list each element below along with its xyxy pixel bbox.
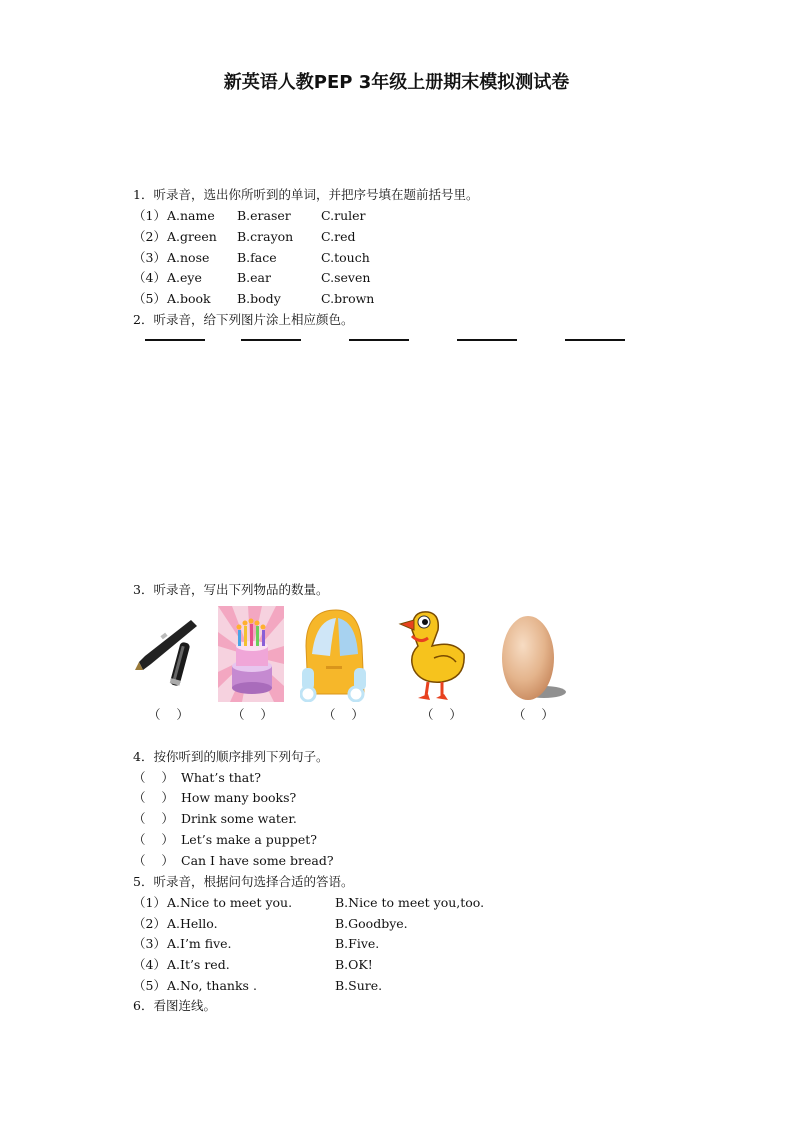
- count-answer-paren[interactable]: （ ）: [148, 707, 189, 722]
- q5-num: （1）: [133, 895, 166, 910]
- order-answer-paren[interactable]: （ ）: [133, 832, 174, 847]
- q4-sentence: Let’s make a puppet?: [181, 832, 317, 847]
- duck-icon: [398, 606, 468, 702]
- q5-option-a: A.No, thanks .: [167, 978, 257, 993]
- q1-option-b: B.eraser: [237, 208, 291, 223]
- q5-option-b: B.Goodbye.: [335, 916, 408, 931]
- q5-num: （2）: [133, 916, 166, 931]
- q5-option-a: A.I’m five.: [167, 936, 232, 951]
- q5-option-b: B.Nice to meet you,too.: [335, 895, 485, 910]
- q1-option-c: C.seven: [321, 270, 371, 285]
- q1-option-a: A.book: [167, 291, 211, 306]
- q5-option-b: B.Sure.: [335, 978, 383, 993]
- q4-sentence: How many books?: [181, 790, 297, 805]
- count-answer-paren[interactable]: （ ）: [323, 707, 364, 722]
- q5-num: （3）: [133, 936, 166, 951]
- q1-option-a: A.nose: [167, 250, 210, 265]
- pen-icon: [133, 606, 201, 702]
- q5-option-b: B.OK!: [335, 957, 373, 972]
- q1-num: （5）: [133, 291, 166, 306]
- order-answer-paren[interactable]: （ ）: [133, 811, 174, 826]
- q2-heading: 2．听录音，给下列图片涂上相应颜色。: [133, 312, 354, 327]
- q1-option-c: C.touch: [321, 250, 370, 265]
- q4-sentence: Can I have some bread?: [181, 853, 334, 868]
- q1-option-a: A.green: [167, 229, 217, 244]
- color-answer-blank[interactable]: [241, 339, 301, 341]
- q5-num: （5）: [133, 978, 166, 993]
- color-answer-blank[interactable]: [145, 339, 205, 341]
- q1-option-c: C.ruler: [321, 208, 366, 223]
- order-answer-paren[interactable]: （ ）: [133, 853, 174, 868]
- color-answer-blank[interactable]: [457, 339, 517, 341]
- q1-option-b: B.body: [237, 291, 281, 306]
- q1-option-a: A.eye: [167, 270, 202, 285]
- q4-heading: 4．按你听到的顺序排列下列句子。: [133, 749, 329, 764]
- q1-option-b: B.ear: [237, 270, 271, 285]
- color-answer-blank[interactable]: [349, 339, 409, 341]
- q1-option-b: B.crayon: [237, 229, 294, 244]
- q5-num: （4）: [133, 957, 166, 972]
- q1-option-b: B.face: [237, 250, 277, 265]
- q1-num: （2）: [133, 229, 166, 244]
- page-title: 新英语人教PEP 3年级上册期末模拟测试卷: [223, 72, 570, 93]
- car-icon: [300, 606, 368, 702]
- q5-option-a: A.It’s red.: [167, 957, 230, 972]
- order-answer-paren[interactable]: （ ）: [133, 790, 174, 805]
- count-answer-paren[interactable]: （ ）: [232, 707, 273, 722]
- q1-num: （3）: [133, 250, 166, 265]
- q4-sentence: Drink some water.: [181, 811, 297, 826]
- count-answer-paren[interactable]: （ ）: [421, 707, 462, 722]
- color-answer-blank[interactable]: [565, 339, 625, 341]
- q1-num: （4）: [133, 270, 166, 285]
- q3-heading: 3．听录音，写出下列物品的数量。: [133, 582, 329, 597]
- q1-num: （1）: [133, 208, 166, 223]
- q5-option-a: A.Hello.: [167, 916, 218, 931]
- q5-option-a: A.Nice to meet you.: [167, 895, 293, 910]
- q6-heading: 6．看图连线。: [133, 998, 216, 1013]
- count-answer-paren[interactable]: （ ）: [513, 707, 554, 722]
- q5-option-b: B.Five.: [335, 936, 380, 951]
- q1-option-c: C.red: [321, 229, 356, 244]
- q1-option-c: C.brown: [321, 291, 375, 306]
- egg-icon: [496, 606, 566, 702]
- q5-heading: 5．听录音，根据问句选择合适的答语。: [133, 874, 354, 889]
- q4-sentence: What’s that?: [181, 770, 261, 785]
- order-answer-paren[interactable]: （ ）: [133, 770, 174, 785]
- q1-option-a: A.name: [167, 208, 215, 223]
- q1-heading: 1．听录音，选出你所听到的单词，并把序号填在题前括号里。: [133, 187, 479, 202]
- birthday-cake-icon: [218, 606, 284, 702]
